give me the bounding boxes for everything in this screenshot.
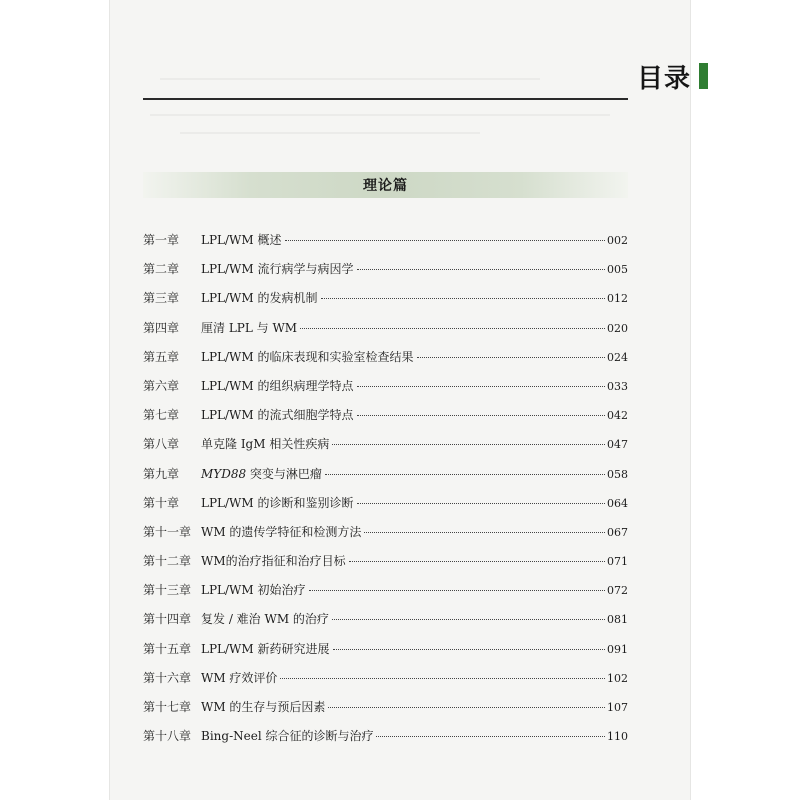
chapter-title: LPL/WM 的组织病理学特点 — [201, 378, 354, 393]
chapter-title: Bing-Neel 综合征的诊断与治疗 — [201, 729, 374, 744]
dot-leader — [349, 561, 605, 562]
chapter-title: MYD88 突变与淋巴瘤 — [201, 466, 322, 481]
dot-leader — [357, 269, 606, 270]
toc-entry[interactable] — [143, 664, 628, 693]
page-title: 目录 — [636, 63, 691, 94]
chapter-title: 单克隆 IgM 相关性疾病 — [201, 437, 330, 452]
dot-leader — [321, 298, 606, 299]
dot-leader — [285, 240, 606, 241]
title-accent-bar — [699, 63, 708, 89]
chapter-title: LPL/WM 新药研究进展 — [201, 641, 330, 656]
chapter-number: 第六章 — [143, 378, 180, 393]
dot-leader — [357, 386, 606, 387]
page-number: 071 — [607, 555, 628, 569]
toc-entry[interactable] — [143, 226, 628, 255]
chapter-number: 第九章 — [143, 466, 180, 481]
chapter-number: 第十三章 — [143, 583, 192, 598]
dot-leader — [280, 678, 605, 679]
dot-leader — [332, 619, 605, 620]
chapter-number: 第四章 — [143, 320, 180, 335]
table-of-contents — [143, 226, 628, 751]
dot-leader — [364, 532, 605, 533]
toc-entry[interactable] — [143, 547, 628, 576]
page-number: 033 — [607, 379, 628, 393]
chapter-title: 厘清 LPL 与 WM — [201, 320, 298, 335]
page-number: 005 — [607, 263, 628, 277]
chapter-number: 第三章 — [143, 291, 180, 306]
chapter-number: 第十二章 — [143, 554, 192, 569]
chapter-number: 第十五章 — [143, 641, 192, 656]
chapter-number: 第八章 — [143, 437, 180, 452]
dot-leader — [357, 415, 606, 416]
show-through-line — [180, 132, 480, 134]
page-number: 058 — [607, 467, 628, 481]
page-number: 091 — [607, 642, 628, 656]
chapter-title: LPL/WM 概述 — [201, 233, 282, 247]
chapter-number: 第七章 — [143, 408, 180, 423]
page-number: 020 — [607, 321, 628, 335]
chapter-title: LPL/WM 的临床表现和实验室检查结果 — [201, 349, 414, 364]
toc-entry[interactable] — [143, 576, 628, 605]
chapter-title: WM 的生存与预后因素 — [201, 700, 326, 714]
toc-entry[interactable] — [143, 693, 628, 722]
page-number: 072 — [607, 584, 628, 598]
page-number: 047 — [607, 438, 628, 452]
page-number: 002 — [607, 234, 628, 247]
chapter-title: LPL/WM 初始治疗 — [201, 583, 306, 598]
section-title: 理论篇 — [363, 178, 408, 194]
toc-entry[interactable] — [143, 460, 628, 489]
dot-leader — [332, 444, 605, 445]
page-number: 107 — [607, 701, 628, 714]
chapter-title: LPL/WM 的流式细胞学特点 — [201, 408, 354, 423]
toc-entry[interactable] — [143, 635, 628, 664]
dot-leader — [376, 736, 605, 737]
section-banner — [143, 172, 628, 198]
chapter-title: WM 疗效评价 — [201, 670, 278, 685]
page-number: 012 — [607, 292, 628, 306]
dot-leader — [328, 707, 605, 708]
chapter-number: 第二章 — [143, 262, 180, 277]
toc-entry[interactable] — [143, 284, 628, 313]
chapter-number: 第十一章 — [143, 524, 192, 539]
dot-leader — [333, 649, 606, 650]
page-number: 110 — [607, 730, 628, 744]
chapter-number: 第十八章 — [143, 729, 192, 744]
dot-leader — [309, 590, 606, 591]
title-divider — [143, 98, 628, 100]
toc-entry[interactable] — [143, 518, 628, 547]
page-number: 064 — [607, 496, 628, 510]
chapter-title: LPL/WM 的诊断和鉴别诊断 — [201, 495, 354, 510]
toc-entry[interactable] — [143, 343, 628, 372]
page-number: 024 — [607, 350, 628, 364]
page-number: 102 — [607, 671, 628, 685]
toc-entry[interactable] — [143, 605, 628, 634]
chapter-title: LPL/WM 流行病学与病因学 — [201, 262, 354, 277]
dot-leader — [417, 357, 606, 358]
chapter-title: WM的治疗指征和治疗目标 — [201, 554, 346, 569]
chapter-number: 第十六章 — [143, 670, 192, 685]
chapter-number: 第十四章 — [143, 612, 192, 627]
chapter-number: 第十章 — [143, 495, 180, 510]
dot-leader — [300, 328, 605, 329]
chapter-title: LPL/WM 的发病机制 — [201, 291, 318, 306]
page-number: 081 — [607, 613, 628, 627]
show-through-line — [150, 114, 610, 116]
toc-entry[interactable] — [143, 430, 628, 459]
chapter-number: 第十七章 — [143, 700, 192, 714]
dot-leader — [325, 474, 605, 475]
toc-entry[interactable] — [143, 489, 628, 518]
toc-header — [637, 58, 708, 94]
page-number: 067 — [607, 525, 628, 539]
page-number: 042 — [607, 409, 628, 423]
show-through-line — [160, 78, 540, 80]
toc-entry[interactable] — [143, 255, 628, 284]
toc-entry[interactable] — [143, 372, 628, 401]
chapter-number: 第一章 — [143, 233, 180, 247]
toc-entry[interactable] — [143, 722, 628, 751]
chapter-title: 复发 / 难治 WM 的治疗 — [201, 612, 329, 627]
chapter-title: WM 的遗传学特征和检测方法 — [201, 524, 362, 539]
toc-entry[interactable] — [143, 401, 628, 430]
dot-leader — [357, 503, 606, 504]
chapter-number: 第五章 — [143, 349, 180, 364]
toc-entry[interactable] — [143, 314, 628, 343]
